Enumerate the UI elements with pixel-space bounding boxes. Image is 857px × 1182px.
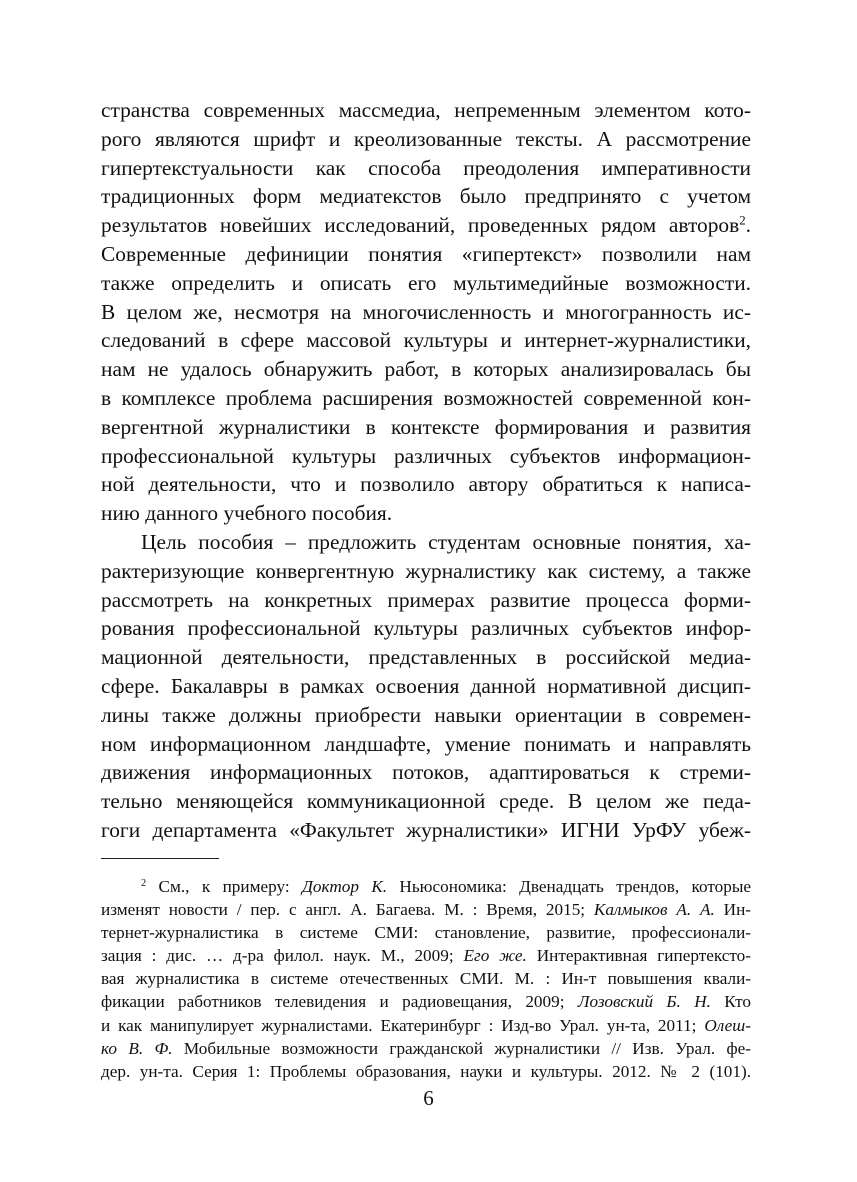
footnote [101, 875, 751, 1083]
page-number: 6 [423, 1086, 434, 1110]
footnote-line [101, 1060, 751, 1083]
text-line: традиционных форм медиатекстов было предпринято с учетом [101, 184, 751, 209]
main-text [101, 96, 751, 845]
text-line: нию данного учебного пособия. [101, 501, 393, 526]
footnote-reference: 2 [739, 213, 746, 228]
text-segment: тернет-журналистика в системе СМИ: становление, развитие, профессионали- [101, 923, 751, 943]
text-line: тельно меняющейся коммуникационной среде. В целом же педа- [101, 789, 751, 814]
author-name: Его же. [463, 946, 527, 966]
text-segment: См., к примеру: [146, 877, 302, 896]
text-line: рования профессиональной культуры различных субъектов инфор- [101, 616, 751, 641]
text-line: рого являются шрифт и креолизованные тексты. А рассмотрение [101, 126, 751, 151]
text-line: лины также должны приобрести навыки ориентации в современ- [101, 702, 751, 727]
text-line: гоги департамента «Факультет журналистики» ИГНИ УрФУ убеж- [101, 817, 751, 842]
text-line: сфере. Бакалавры в рамках освоения данной нормативной дисцип- [101, 673, 751, 698]
footnote-marker: 2 [141, 877, 147, 889]
text-segment: Ин- [714, 900, 751, 920]
text-segment: изменят новости / пер. с англ. А. Багаева. М. : Время, 2015; [101, 900, 594, 920]
paragraph-first-line: Цель пособия – предложить студентам основные понятия, ха- [141, 529, 751, 554]
text-segment: фикации работников телевидения и радиовещания, 2009; [101, 992, 578, 1012]
text-line: нам не удалось обнаружить работ, в которых анализировалась бы [101, 357, 751, 382]
author-name: Доктор К. [302, 877, 388, 896]
text-line [101, 211, 751, 240]
text-line: в комплексе проблема расширения возможностей современной кон- [101, 385, 751, 410]
text-line: следований в сфере массовой культуры и интернет-журналистики, [101, 328, 751, 353]
footnote-separator [101, 858, 219, 859]
text-line: В целом же, несмотря на многочисленность и многогранность ис- [101, 299, 751, 324]
text-line: рассмотреть на конкретных примерах развитие процесса форми- [101, 587, 751, 612]
text-line: рактеризующие конвергентную журналистику как систему, а также [101, 558, 751, 583]
text-line: Современные дефиниции понятия «гипертекст» позволили нам [101, 241, 751, 266]
text-line: вергентной журналистики в контексте формирования и развития [101, 414, 751, 439]
text-segment: . [745, 213, 751, 238]
text-segment: дер. ун-та. Серия 1: Проблемы образования, науки и культуры. 2012. № 2 (101). [101, 1061, 751, 1081]
footnote-line [101, 967, 751, 990]
footnote-line [101, 1014, 751, 1037]
text-line: движения информационных потоков, адаптироваться к стреми- [101, 760, 751, 785]
author-name: Калмыков А. А. [593, 900, 715, 920]
footnote-line [101, 875, 751, 898]
text-line: ном информационном ландшафте, умение понимать и направлять [101, 731, 751, 756]
author-name: Олеш- [704, 1015, 751, 1035]
footnote-line [101, 1037, 751, 1060]
text-line: профессиональной культуры различных субъектов информацион- [101, 443, 751, 468]
text-segment: Ньюсономика: Двенадцать трендов, которые [387, 877, 751, 896]
text-line: странства современных массмедиа, непременным элементом кото- [101, 98, 751, 122]
text-segment: Мобильные возможности гражданской журналистики // Изв. Урал. фе- [172, 1038, 751, 1058]
text-segment: Интерактивная гипертексто- [526, 946, 751, 966]
text-line: также определить и описать его мультимедийные возможности. [101, 270, 751, 295]
text-segment: результатов новейших исследований, проведенных рядом авторов [101, 213, 740, 238]
text-segment: зация : дис. … д-ра филол. наук. М., 2009; [101, 946, 464, 966]
text-line: ной деятельности, что и позволило автору обратиться к написа- [101, 472, 751, 497]
footnote-line [101, 944, 751, 967]
text-segment: вая журналистика в системе отечественных СМИ. М. : Ин-т повышения квали- [101, 969, 751, 989]
text-line: мационной деятельности, представленных в российской медиа- [101, 645, 751, 670]
footnote-line [101, 898, 751, 921]
author-name: Лозовский Б. Н. [577, 992, 711, 1012]
author-name: ко В. Ф. [101, 1038, 173, 1058]
text-line: гипертекстуальности как способа преодоления императивности [101, 155, 751, 180]
footnote-line [101, 921, 751, 944]
text-segment: и как манипулирует журналистами. Екатеринбург : Изд-во Урал. ун-та, 2011; [101, 1015, 705, 1035]
text-segment: Кто [710, 992, 751, 1012]
footnote-line [101, 990, 751, 1013]
